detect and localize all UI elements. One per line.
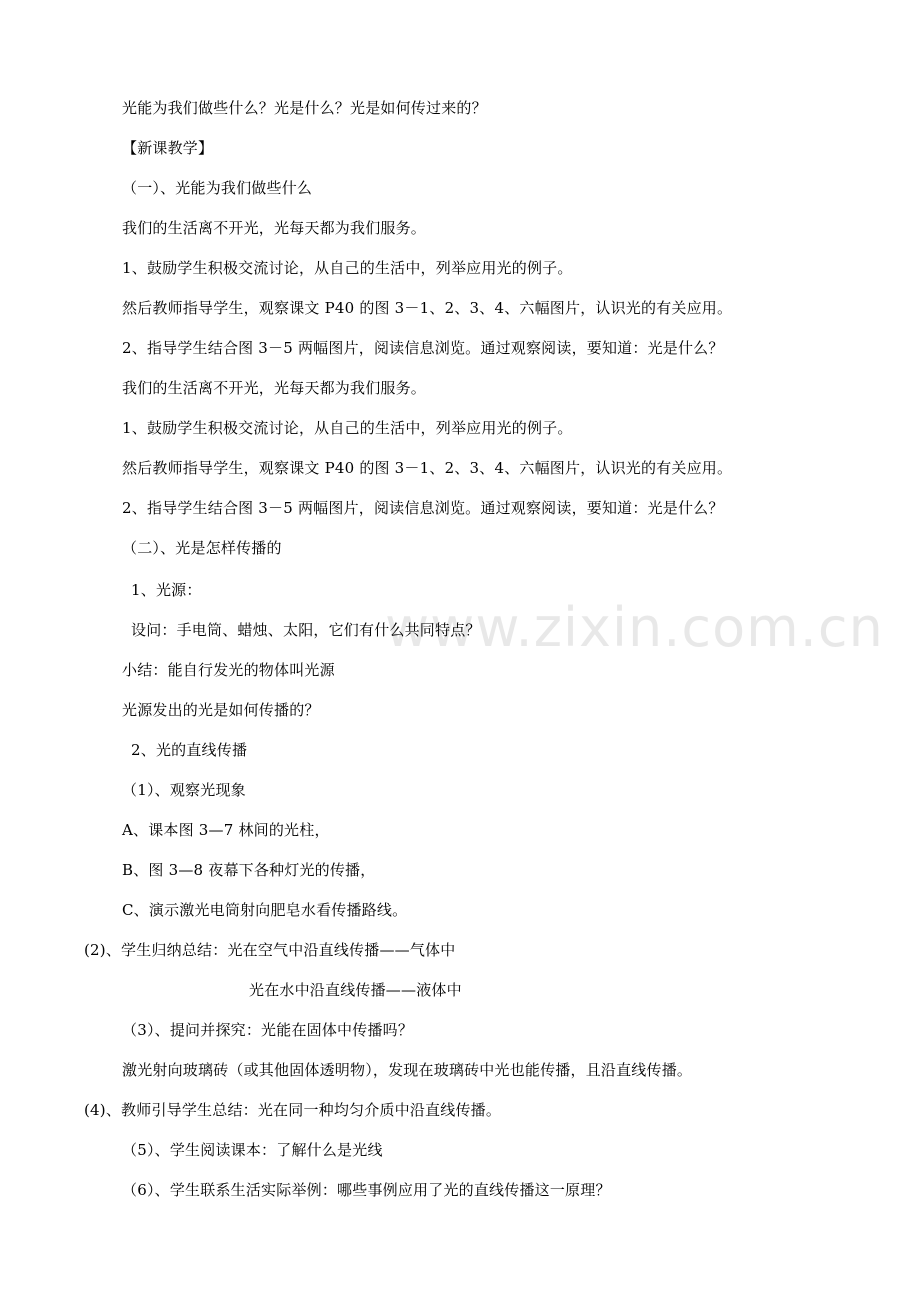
text-line: （5）、学生阅读课本：了解什么是光线 xyxy=(122,1141,383,1159)
text-line: (4)、教师引导学生总结：光在同一种均匀介质中沿直线传播。 xyxy=(84,1101,502,1119)
text-line: C、演示激光电筒射向肥皂水看传播路线。 xyxy=(122,901,408,919)
text-line: 激光射向玻璃砖（或其他固体透明物），发现在玻璃砖中光也能传播，且沿直线传播。 xyxy=(122,1061,693,1079)
text-line: （6）、学生联系生活实际举例：哪些事例应用了光的直线传播这一原理？ xyxy=(122,1181,611,1199)
text-line: （1）、观察光现象 xyxy=(122,781,246,799)
text-line: 1、光源： xyxy=(131,581,202,599)
watermark: www.zixin.com.cn xyxy=(385,596,884,659)
text-line: 设问：手电筒、蜡烛、太阳，它们有什么共同特点？ xyxy=(131,621,481,639)
text-line: 然后教师指导学生，观察课文 P40 的图 3－1、2、3、4、六幅图片，认识光的有关应用。 xyxy=(122,459,733,477)
text-line: 我们的生活离不开光，光每天都为我们服务。 xyxy=(122,219,427,237)
text-line: 我们的生活离不开光，光每天都为我们服务。 xyxy=(122,379,427,397)
text-line: 光源发出的光是如何传播的？ xyxy=(122,701,320,719)
text-line: （3）、提问并探究：光能在固体中传播吗？ xyxy=(122,1021,414,1039)
section-heading: 【新课教学】 xyxy=(122,139,214,157)
text-line: A、课本图 3—7 林间的光柱， xyxy=(122,821,330,839)
text-line: 2、光的直线传播 xyxy=(131,741,248,759)
text-line: B、图 3—8 夜幕下各种灯光的传播， xyxy=(122,861,376,879)
text-line: 1、鼓励学生积极交流讨论，从自己的生活中，列举应用光的例子。 xyxy=(122,259,573,277)
text-line: 光在水中沿直线传播——液体中 xyxy=(249,981,462,999)
text-line: (2)、学生归纳总结：光在空气中沿直线传播——气体中 xyxy=(84,941,456,959)
text-line: 2、指导学生结合图 3－5 两幅图片，阅读信息浏览。通过观察阅读，要知道：光是什么？ xyxy=(122,499,724,517)
text-line: 然后教师指导学生，观察课文 P40 的图 3－1、2、3、4、六幅图片，认识光的有关应用。 xyxy=(122,299,733,317)
text-line: 1、鼓励学生积极交流讨论，从自己的生活中，列举应用光的例子。 xyxy=(122,419,573,437)
text-line: 小结：能自行发光的物体叫光源 xyxy=(122,661,335,679)
subsection-heading: （二）、光是怎样传播的 xyxy=(122,539,282,557)
text-line: 光能为我们做些什么？光是什么？光是如何传过来的？ xyxy=(122,99,487,117)
subsection-heading: （一）、光能为我们做些什么 xyxy=(122,179,313,197)
text-line: 2、指导学生结合图 3－5 两幅图片，阅读信息浏览。通过观察阅读，要知道：光是什么？ xyxy=(122,339,724,357)
